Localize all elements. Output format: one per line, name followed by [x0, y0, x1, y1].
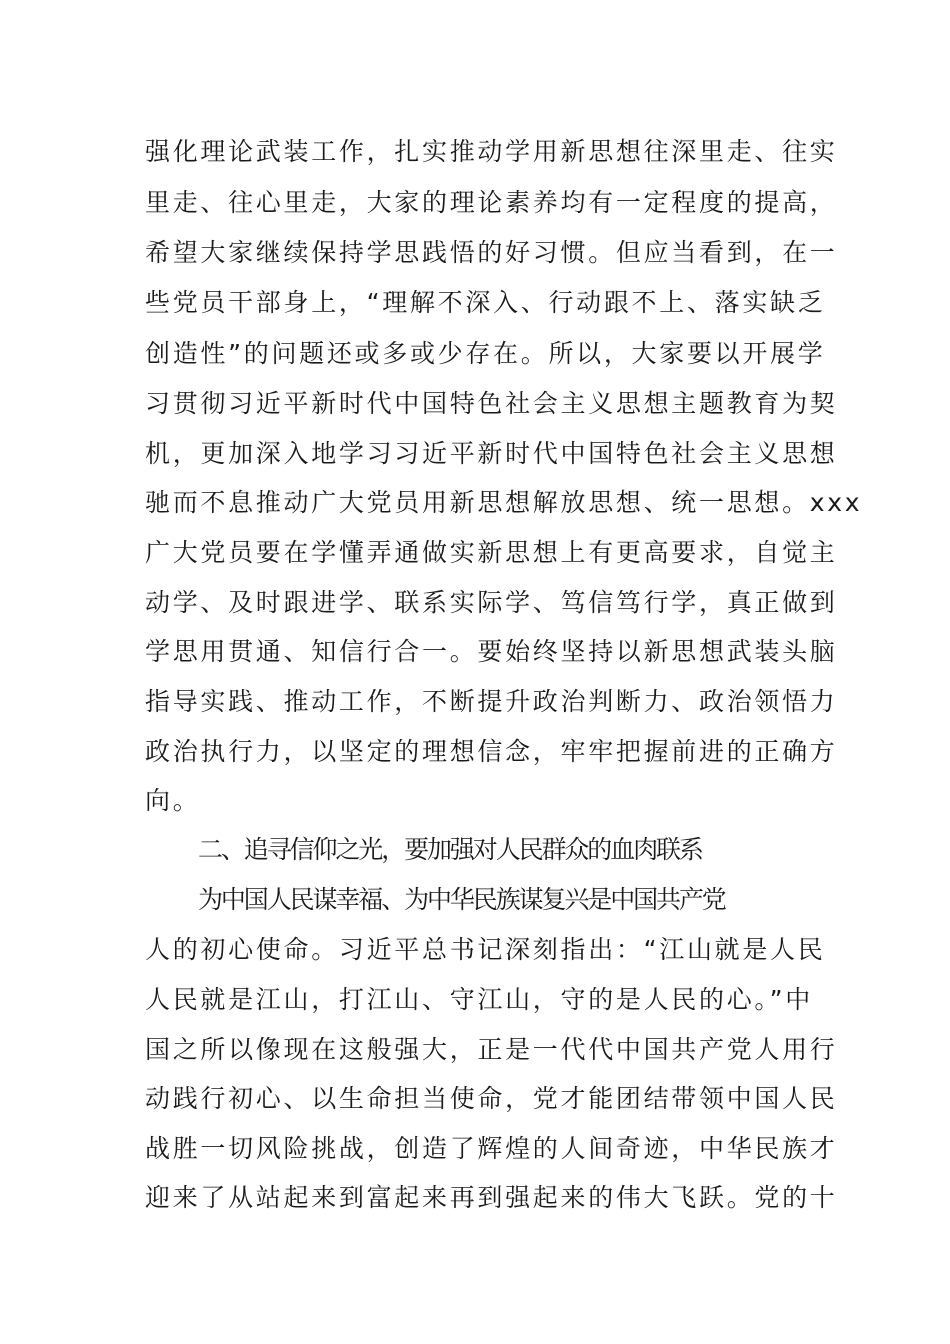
body-text-line: 驰而不息推动广大党员用新思想解放思想、统一思想。xxx — [145, 488, 863, 517]
section-heading: 二、追寻信仰之光，要加强对人民群众的血肉联系 — [198, 835, 702, 864]
body-text-line: 些党员干部身上，“理解不深入、行动跟不上、落实缺乏 — [145, 288, 826, 317]
body-text-line: 人民就是江山，打江山、守江山，守的是人民的心。”中 — [145, 985, 813, 1014]
body-text-line: 习贯彻习近平新时代中国特色社会主义思想主题教育为契 — [145, 389, 838, 418]
body-text-line: 动学、及时跟进学、联系实际学、笃信笃行学，真正做到 — [145, 588, 838, 617]
body-text-line: 希望大家继续保持学思践悟的好习惯。但应当看到，在一 — [145, 238, 838, 267]
body-text-line: 里走、往心里走，大家的理论素养均有一定程度的提高， — [145, 188, 838, 217]
body-text-line: 为中国人民谋幸福、为中华民族谋复兴是中国共产党 — [198, 885, 725, 914]
body-text-line: 创造性”的问题还或多或少存在。所以，大家要以开展学 — [145, 339, 826, 368]
body-text-line: 政治执行力，以坚定的理想信念，牢牢把握前进的正确方 — [145, 737, 838, 766]
body-text-line: 迎来了从站起来到富起来再到强起来的伟大飞跃。党的十 — [145, 1183, 838, 1212]
body-text-line: 广大党员要在学懂弄通做实新思想上有更高要求，自觉主 — [145, 538, 838, 567]
body-text-line: 动践行初心、以生命担当使命，党才能团结带领中国人民 — [145, 1084, 838, 1113]
body-text-line: 人的初心使命。习近平总书记深刻指出：“江山就是人民 — [145, 935, 826, 964]
body-text-line: 向。 — [145, 786, 201, 815]
body-text-line: 国之所以像现在这般强大，正是一代代中国共产党人用行 — [145, 1035, 838, 1064]
body-text-line: 战胜一切风险挑战，创造了辉煌的人间奇迹，中华民族才 — [145, 1134, 838, 1163]
body-text-line: 学思用贯通、知信行合一。要始终坚持以新思想武装头脑 — [145, 637, 838, 666]
body-text-line: 指导实践、推动工作，不断提升政治判断力、政治领悟力 — [145, 687, 838, 716]
body-text-line: 机，更加深入地学习习近平新时代中国特色社会主义思想 — [145, 439, 838, 468]
body-text-line: 强化理论武装工作，扎实推动学用新思想往深里走、往实 — [145, 137, 838, 166]
